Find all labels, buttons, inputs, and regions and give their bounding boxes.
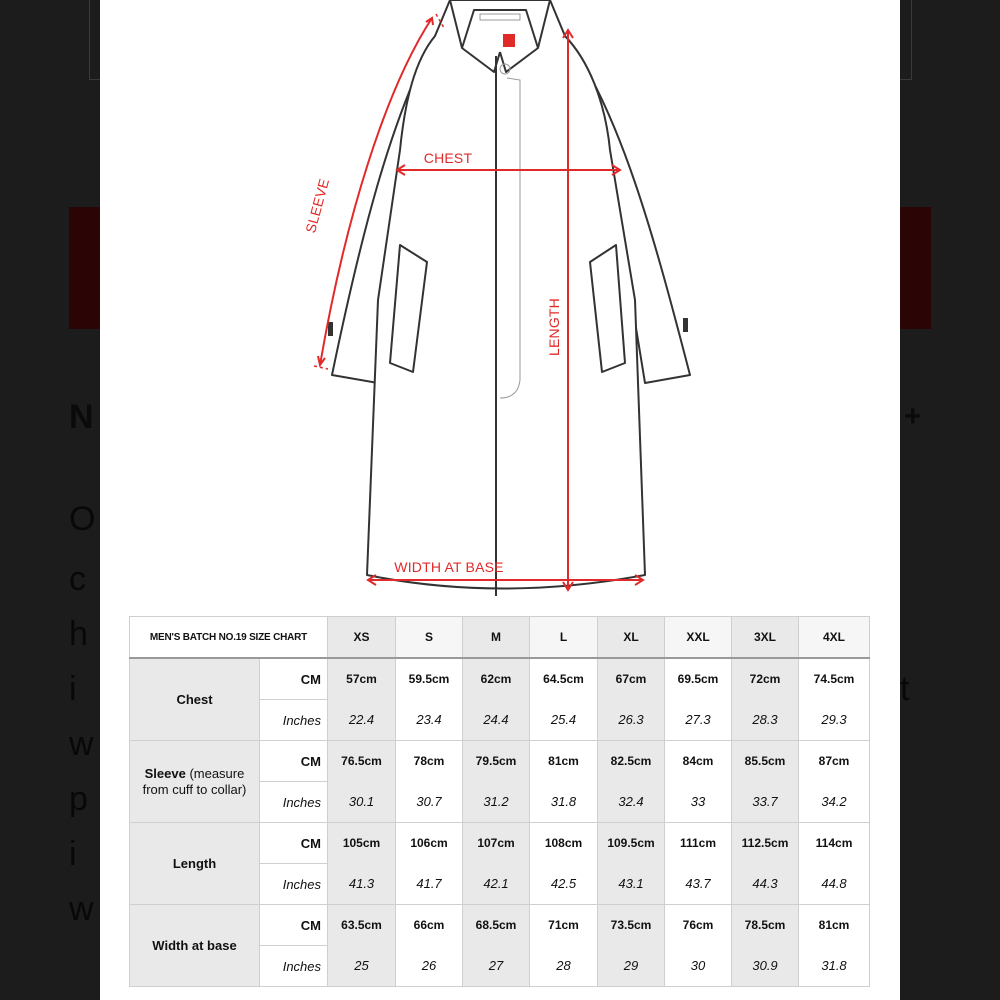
value-cm: 57cm bbox=[328, 658, 396, 700]
value-cm: 67cm bbox=[598, 658, 665, 700]
measurement-label bbox=[130, 658, 260, 741]
measurement-note: (measure from cuff to collar) bbox=[142, 765, 247, 797]
value-cm: 74.5cm bbox=[799, 658, 870, 700]
value-inches: 42.1 bbox=[463, 864, 530, 905]
unit-inches-label: Inches bbox=[260, 700, 328, 741]
measurement-name: Length bbox=[172, 855, 217, 871]
value-inches: 30.7 bbox=[396, 782, 463, 823]
value-cm: 59.5cm bbox=[396, 658, 463, 700]
value-cm: 111cm bbox=[665, 823, 732, 864]
chest-label: CHEST bbox=[423, 150, 473, 166]
background-heading: N bbox=[69, 398, 94, 436]
value-inches: 26 bbox=[396, 946, 463, 987]
measurement-label bbox=[130, 823, 260, 905]
value-cm: 112.5cm bbox=[732, 823, 799, 864]
value-inches: 25 bbox=[328, 946, 396, 987]
background-text-fragment: w bbox=[69, 890, 94, 928]
value-inches: 43.1 bbox=[598, 864, 665, 905]
size-header-s: S bbox=[396, 617, 463, 659]
value-cm: 63.5cm bbox=[328, 905, 396, 946]
background-text-fragment: i bbox=[69, 835, 77, 873]
value-inches: 30 bbox=[665, 946, 732, 987]
value-cm: 79.5cm bbox=[463, 741, 530, 782]
unit-inches-label: Inches bbox=[260, 864, 328, 905]
value-cm: 107cm bbox=[463, 823, 530, 864]
background-text-fragment: t bbox=[900, 670, 910, 708]
size-chart-table bbox=[129, 616, 870, 987]
value-inches: 22.4 bbox=[328, 700, 396, 741]
measurement-name: Chest bbox=[176, 691, 213, 707]
value-inches: 27.3 bbox=[665, 700, 732, 741]
value-cm: 62cm bbox=[463, 658, 530, 700]
value-cm: 82.5cm bbox=[598, 741, 665, 782]
measurement-label bbox=[130, 905, 260, 987]
length-label: LENGTH bbox=[546, 298, 562, 356]
unit-cm-label: CM bbox=[260, 658, 328, 700]
size-header-m: M bbox=[463, 617, 530, 659]
value-cm: 72cm bbox=[732, 658, 799, 700]
value-inches: 31.8 bbox=[799, 946, 870, 987]
value-cm: 105cm bbox=[328, 823, 396, 864]
size-chart-modal bbox=[100, 0, 900, 1000]
value-inches: 41.3 bbox=[328, 864, 396, 905]
unit-inches-label: Inches bbox=[260, 782, 328, 823]
size-header-4xl: 4XL bbox=[799, 617, 870, 659]
measurement-row bbox=[130, 658, 870, 700]
value-cm: 64.5cm bbox=[530, 658, 598, 700]
size-header-xxl: XXL bbox=[665, 617, 732, 659]
measurement-row bbox=[130, 823, 870, 864]
value-cm: 108cm bbox=[530, 823, 598, 864]
measurement-name: Width at base bbox=[152, 937, 237, 953]
value-inches: 29 bbox=[598, 946, 665, 987]
unit-inches-label: Inches bbox=[260, 946, 328, 987]
value-cm: 76cm bbox=[665, 905, 732, 946]
size-header-l: L bbox=[530, 617, 598, 659]
value-cm: 68.5cm bbox=[463, 905, 530, 946]
value-inches: 30.1 bbox=[328, 782, 396, 823]
value-cm: 78.5cm bbox=[732, 905, 799, 946]
value-inches: 23.4 bbox=[396, 700, 463, 741]
value-cm: 85.5cm bbox=[732, 741, 799, 782]
value-cm: 109.5cm bbox=[598, 823, 665, 864]
value-cm: 114cm bbox=[799, 823, 870, 864]
sleeve-label: SLEEVE bbox=[302, 176, 333, 235]
value-inches: 33.7 bbox=[732, 782, 799, 823]
value-inches: 42.5 bbox=[530, 864, 598, 905]
value-inches: 24.4 bbox=[463, 700, 530, 741]
background-text-fragment: p bbox=[69, 780, 88, 818]
background-text-fragment: O bbox=[69, 500, 96, 538]
value-inches: 32.4 bbox=[598, 782, 665, 823]
value-inches: 29.3 bbox=[799, 700, 870, 741]
value-inches: 33 bbox=[665, 782, 732, 823]
value-inches: 44.8 bbox=[799, 864, 870, 905]
unit-cm-label: CM bbox=[260, 905, 328, 946]
value-inches: 43.7 bbox=[665, 864, 732, 905]
value-inches: 26.3 bbox=[598, 700, 665, 741]
coat-measurement-diagram bbox=[100, 0, 900, 600]
value-inches: 44.3 bbox=[732, 864, 799, 905]
measurement-label bbox=[130, 741, 260, 823]
value-cm: 73.5cm bbox=[598, 905, 665, 946]
value-cm: 81cm bbox=[799, 905, 870, 946]
value-cm: 78cm bbox=[396, 741, 463, 782]
background-text-fragment: c bbox=[69, 560, 86, 598]
width-at-base-label: WIDTH AT BASE bbox=[394, 559, 504, 575]
value-inches: 31.2 bbox=[463, 782, 530, 823]
value-cm: 106cm bbox=[396, 823, 463, 864]
value-inches: 28.3 bbox=[732, 700, 799, 741]
size-header-xl: XL bbox=[598, 617, 665, 659]
size-header-3xl: 3XL bbox=[732, 617, 799, 659]
background-text-fragment: h bbox=[69, 615, 88, 653]
measurement-row bbox=[130, 905, 870, 946]
background-text-fragment: i bbox=[69, 670, 77, 708]
value-cm: 69.5cm bbox=[665, 658, 732, 700]
background-expand-icon: + bbox=[904, 400, 922, 433]
value-inches: 31.8 bbox=[530, 782, 598, 823]
value-inches: 25.4 bbox=[530, 700, 598, 741]
value-cm: 84cm bbox=[665, 741, 732, 782]
background-text-fragment: w bbox=[69, 725, 94, 763]
value-inches: 30.9 bbox=[732, 946, 799, 987]
value-inches: 28 bbox=[530, 946, 598, 987]
measurement-name: Sleeve bbox=[144, 765, 186, 781]
unit-cm-label: CM bbox=[260, 741, 328, 782]
size-header-xs: XS bbox=[328, 617, 396, 659]
size-header-row bbox=[130, 617, 870, 659]
value-cm: 66cm bbox=[396, 905, 463, 946]
value-inches: 41.7 bbox=[396, 864, 463, 905]
unit-cm-label: CM bbox=[260, 823, 328, 864]
value-inches: 34.2 bbox=[799, 782, 870, 823]
size-chart-title: MEN'S BATCH NO.19 SIZE CHART bbox=[130, 617, 328, 659]
value-inches: 27 bbox=[463, 946, 530, 987]
value-cm: 76.5cm bbox=[328, 741, 396, 782]
value-cm: 71cm bbox=[530, 905, 598, 946]
measurement-row bbox=[130, 741, 870, 782]
value-cm: 87cm bbox=[799, 741, 870, 782]
value-cm: 81cm bbox=[530, 741, 598, 782]
